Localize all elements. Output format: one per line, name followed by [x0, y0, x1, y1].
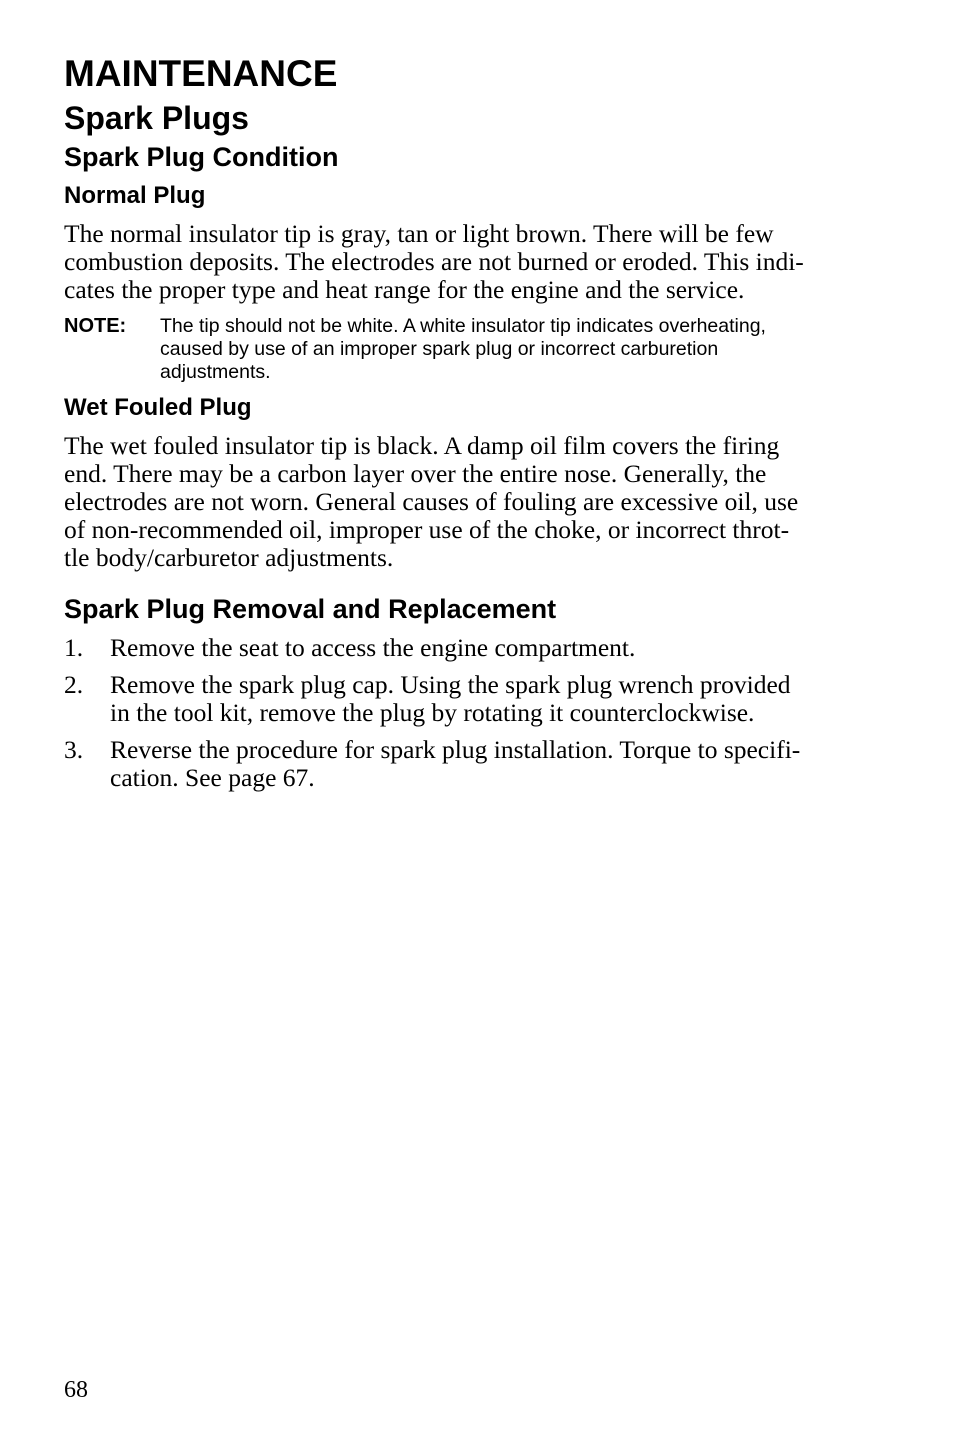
- step-text: Remove the spark plug cap. Using the spark plug wrench provided in the tool kit, remove the plug by rotating it counterclockwise.: [110, 670, 791, 727]
- normal-plug-text: The normal insulator tip is gray, tan or light brown. There will be few combustion deposits. The electrodes are not burned or eroded. This indi- cates the proper type and heat range for the engine and the service.: [64, 219, 804, 304]
- step-text: Remove the seat to access the engine compartment.: [110, 633, 636, 662]
- page-content: [64, 54, 864, 801]
- page-number: 68: [64, 1377, 88, 1403]
- step-number: 3.: [64, 735, 84, 764]
- removal-steps: [64, 634, 864, 792]
- list-item: [64, 736, 864, 792]
- step-number: 1.: [64, 633, 84, 662]
- removal-heading: Spark Plug Removal and Replacement: [64, 594, 557, 624]
- step-text: Reverse the procedure for spark plug installation. Torque to specifi- cation. See page 67.: [110, 735, 801, 792]
- wet-fouled-heading: Wet Fouled Plug: [64, 394, 252, 421]
- list-item: [64, 671, 864, 727]
- list-item: [64, 634, 864, 662]
- condition-heading: Spark Plug Condition: [64, 142, 339, 172]
- section-title: MAINTENANCE: [64, 53, 338, 94]
- step-number: 2.: [64, 670, 84, 699]
- note-text: The tip should not be white. A white insulator tip indicates overheating, caused by use of an improper spark plug or incorrect carburetion adjustments.: [160, 315, 766, 383]
- normal-plug-heading: Normal Plug: [64, 182, 206, 209]
- note-label: NOTE:: [64, 315, 127, 337]
- topic-title: Spark Plugs: [64, 100, 249, 136]
- note-block: [64, 315, 864, 384]
- wet-fouled-text: The wet fouled insulator tip is black. A damp oil film covers the firing end. There may be a carbon layer over the entire nose. Generally, the electrodes are not worn. General causes of fouling are excessive oil, use of non-recommended oil, improper use of the choke, or incorrect throt- tle body/carburetor adjustments.: [64, 431, 799, 572]
